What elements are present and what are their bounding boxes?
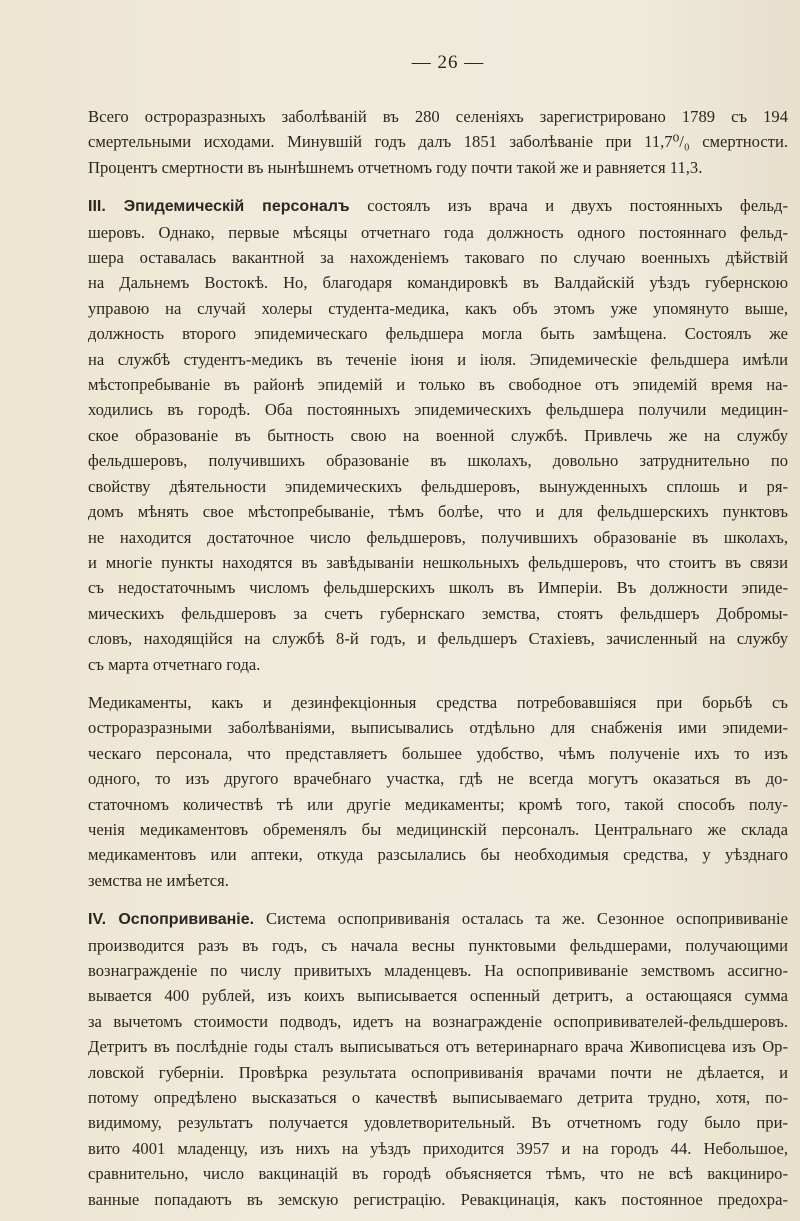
paragraph-statistics xyxy=(88,104,788,180)
text-line: шеровъ. Однако, первые мѣсяцы отчетнаго года должность одного постояннаго фельд- xyxy=(88,222,788,242)
text-line: шера оставалась вакантной за нахожденіемъ таковаго по случаю военныхъ дѣйствій xyxy=(88,248,788,268)
text-line: ское образованіе въ бытность свою на военной службѣ. Привлечь же на службу xyxy=(88,425,788,445)
text-line: на Дальнемъ Востокѣ. Но, благодаря командировкѣ въ Валдайскій уѣздъ губернскою xyxy=(88,273,788,293)
text-line: земства не имѣется. xyxy=(88,870,229,890)
text-line: на службѣ студентъ-медикъ въ теченіе іюня и іюля. Эпидемическіе фельдшера имѣли xyxy=(88,349,788,369)
text-line: ченія медикаментовъ обременялъ бы медицинскій персоналъ. Центральнаго же склада xyxy=(88,819,788,839)
text-line: вывается 400 рублей, изъ коихъ выписывается оспенный детритъ, а остающаяся сумма xyxy=(88,986,788,1006)
text-line: мѣстопребываніе въ районѣ эпидемій и только въ свободное отъ эпидемій время на- xyxy=(88,375,788,395)
text-line: смертельными исходами. Минувшій годъ далъ 1851 заболѣваніе при 11,7⁰/₀ смертности. xyxy=(88,132,788,152)
text-line: остроразразными заболѣваніями, выписывались отдѣльно для снабженія ими эпидеми- xyxy=(88,718,788,738)
text-line: мическихъ фельдшеровъ за счетъ губернскаго земства, стоятъ фельдшеръ Добромы- xyxy=(88,603,788,623)
section-vaccination xyxy=(88,906,788,1212)
text-line: ванные попадаютъ въ земскую регистрацію. Ревакцинація, какъ постоянное предохра- xyxy=(88,1189,788,1209)
text-line: ходились въ городѣ. Оба постоянныхъ эпидемическихъ фельдшера получили медицин- xyxy=(88,400,788,420)
paragraph-medicines xyxy=(88,690,788,893)
text-line xyxy=(88,193,788,219)
text-line: управою на случай холеры студента-медика, какъ объ этомъ уже упомянуто выше, xyxy=(88,298,788,318)
text-line: и многіе пункты находятся въ завѣдываніи нешкольныхъ фельдшеровъ, что стоитъ въ связи xyxy=(88,552,788,572)
text-line: фельдшеровъ, получившихъ образованіе въ школахъ, довольно затруднительно по xyxy=(88,451,788,471)
text-line: видимому, результатъ получается удовлетворительный. Въ отчетномъ году было при- xyxy=(88,1113,788,1133)
text-line: ловской губерніи. Провѣрка результата оспопрививанія врачами почти не дѣлается, и xyxy=(88,1062,788,1082)
text-line: производится разъ въ годъ, съ начала весны пунктовыми фельдшерами, получающими xyxy=(88,935,788,955)
text-line xyxy=(88,906,788,932)
page-number: — 26 — xyxy=(411,52,485,73)
text-line: должность второго эпидемическаго фельдшера могла быть замѣщена. Состоялъ же xyxy=(88,324,788,344)
section-heading: III. Эпидемическій персоналъ xyxy=(88,198,350,216)
text-line: одного, то изъ другого врачебнаго участка, гдѣ не всегда могутъ оказаться въ до- xyxy=(88,769,788,789)
text-line: домъ мѣнять свое мѣстопребываніе, тѣмъ болѣе, что и для фельдшерскихъ пунктовъ xyxy=(88,502,788,522)
text-line: вито 4001 младенцу, изъ нихъ на уѣздъ приходится 3957 и на городъ 44. Небольшое, xyxy=(88,1138,788,1158)
text-line: словъ, находящійся на службѣ 8-й годъ, и фельдшеръ Стахіевъ, зачисленный на службу xyxy=(88,629,788,649)
text-line: Всего остроразразныхъ заболѣваній въ 280 селеніяхъ зарегистрировано 1789 съ 194 xyxy=(88,107,788,126)
text-line: статочномъ количествѣ тѣ или другіе медикаменты; кромѣ того, такой способъ полу- xyxy=(88,794,788,814)
text-line: потому опредѣлено высказаться о качествѣ выписываемаго детрита трудно, хотя, по- xyxy=(88,1088,788,1108)
text-line: не находится достаточное число фельдшеровъ, получившихъ образованіе въ школахъ, xyxy=(88,527,788,547)
text-line: съ недостаточнымъ числомъ фельдшерскихъ школъ въ Имперіи. Въ должности эпиде- xyxy=(88,578,788,598)
text-line: Детритъ въ послѣдніе годы сталъ выписываться отъ ветеринарнаго врача Живописцева изъ Ор- xyxy=(88,1037,788,1057)
text-line: за вычетомъ стоимости подводъ, идетъ на вознагражденіе оспопрививателей-фельдшеровъ. xyxy=(88,1011,788,1031)
section-heading: IV. Оспопрививаніе. xyxy=(88,911,255,929)
text-line: свойству дѣятельности эпидемическихъ фельдшеровъ, вынужденныхъ сплошь и ря- xyxy=(88,476,788,496)
text-fragment: состоялъ изъ врача и двухъ постоянныхъ фельд- xyxy=(349,196,788,216)
text-line: ческаго персонала, что представляетъ большее удобство, чѣмъ полученіе ихъ то изъ xyxy=(88,743,788,763)
text-line: сравнительно, число вакцинацій въ городѣ объясняется тѣмъ, что не всѣ вакциниро- xyxy=(88,1164,788,1184)
section-epidemic-personnel xyxy=(88,193,788,677)
text-line: Процентъ смертности въ нынѣшнемъ отчетномъ году почти такой же и равняется 11,3. xyxy=(88,157,703,177)
text-line: съ марта отчетнаго года. xyxy=(88,654,261,674)
text-line: медикаментовъ или аптеки, откуда разсылались бы необходимыя средства, у уѣзднаго xyxy=(88,845,788,865)
text-line: вознагражденіе по числу привитыхъ младенцевъ. На оспопрививаніе земствомъ ассигно- xyxy=(88,961,788,980)
text-line: Медикаменты, какъ и дезинфекціонныя средства потребовавшіяся при борьбѣ съ xyxy=(88,692,788,712)
text-fragment: Система оспопрививанія осталась та же. Сезонное оспопрививаніе xyxy=(254,909,788,929)
